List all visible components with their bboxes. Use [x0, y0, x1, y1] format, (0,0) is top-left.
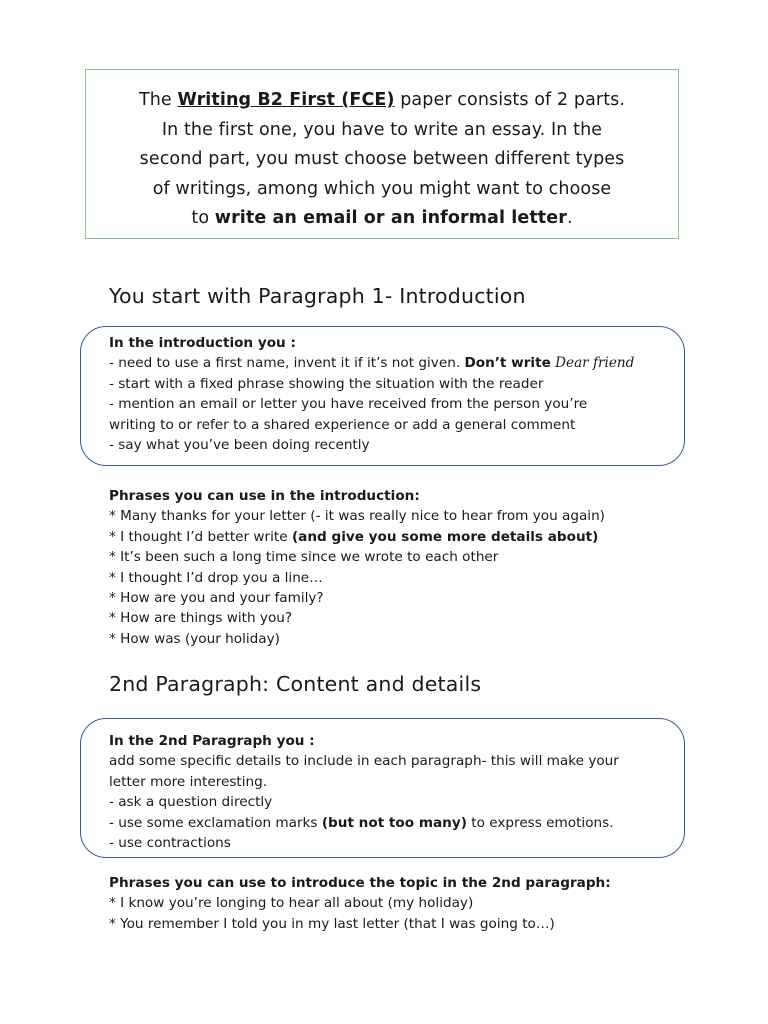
- introduction-phrase-5: * How are you and your family?: [109, 590, 324, 607]
- content-tip-2: letter more interesting.: [109, 773, 268, 790]
- introduction-phrase-1: * Many thanks for your letter (- it was really nice to hear from you again): [109, 508, 605, 525]
- content-phrases: [109, 873, 611, 934]
- introduction-tip-5: - say what you’ve been doing recently: [109, 437, 370, 454]
- introduction-phrase-7: * How was (your holiday): [109, 630, 280, 647]
- introduction-phrase-2: * I thought I’d better write (and give you some more details about): [109, 528, 599, 545]
- exam-title-link[interactable]: Writing B2 First (FCE): [177, 90, 395, 110]
- content-tip-1: add some specific details to include in each paragraph- this will make your: [109, 753, 619, 770]
- introduction-tip-4: writing to or refer to a shared experience or add a general comment: [109, 416, 576, 433]
- introduction-tip-1: - need to use a first name, invent it if it’s not given. Don’t write Dear friend: [109, 355, 635, 372]
- intro-box: [85, 69, 679, 239]
- intro-line-3: second part, you must choose between different types: [139, 149, 625, 169]
- intro-line-2: In the first one, you have to write an essay. In the: [161, 119, 603, 140]
- content-tips-title: In the 2nd Paragraph you :: [109, 733, 315, 749]
- content-phrase-2: * You remember I told you in my last letter (that I was going to…): [109, 915, 555, 932]
- introduction-tip-3: - mention an email or letter you have received from the person you’re: [109, 396, 588, 413]
- introduction-phrase-6: * How are things with you?: [109, 610, 293, 627]
- content-phrases-title: Phrases you can use to introduce the topic in the 2nd paragraph:: [109, 875, 611, 891]
- intro-line-5: to write an email or an informal letter.: [191, 208, 573, 228]
- introduction-phrase-4: * I thought I’d drop you a line…: [109, 569, 323, 586]
- introduction-tip-2: - start with a fixed phrase showing the situation with the reader: [109, 375, 544, 392]
- content-tips-box: [80, 718, 685, 858]
- section2-heading: 2nd Paragraph: Content and details: [109, 672, 482, 696]
- section1-heading: You start with Paragraph 1- Introduction: [109, 284, 526, 308]
- introduction-phrases: [109, 486, 605, 649]
- introduction-tips-box: [80, 326, 685, 466]
- introduction-phrase-3: * It’s been such a long time since we wrote to each other: [109, 549, 499, 566]
- intro-line-4: of writings, among which you might want to choose: [152, 178, 612, 199]
- introduction-phrases-title: Phrases you can use in the introduction:: [109, 488, 420, 504]
- introduction-tips-title: In the introduction you :: [109, 335, 296, 351]
- content-tip-3: - ask a question directly: [109, 794, 273, 811]
- content-tip-4: - use some exclamation marks (but not too many) to express emotions.: [109, 814, 614, 831]
- intro-line-1: The Writing B2 First (FCE) paper consists of 2 parts.: [138, 90, 626, 110]
- content-phrase-1: * I know you’re longing to hear all about (my holiday): [109, 895, 474, 912]
- content-tip-5: - use contractions: [109, 835, 231, 852]
